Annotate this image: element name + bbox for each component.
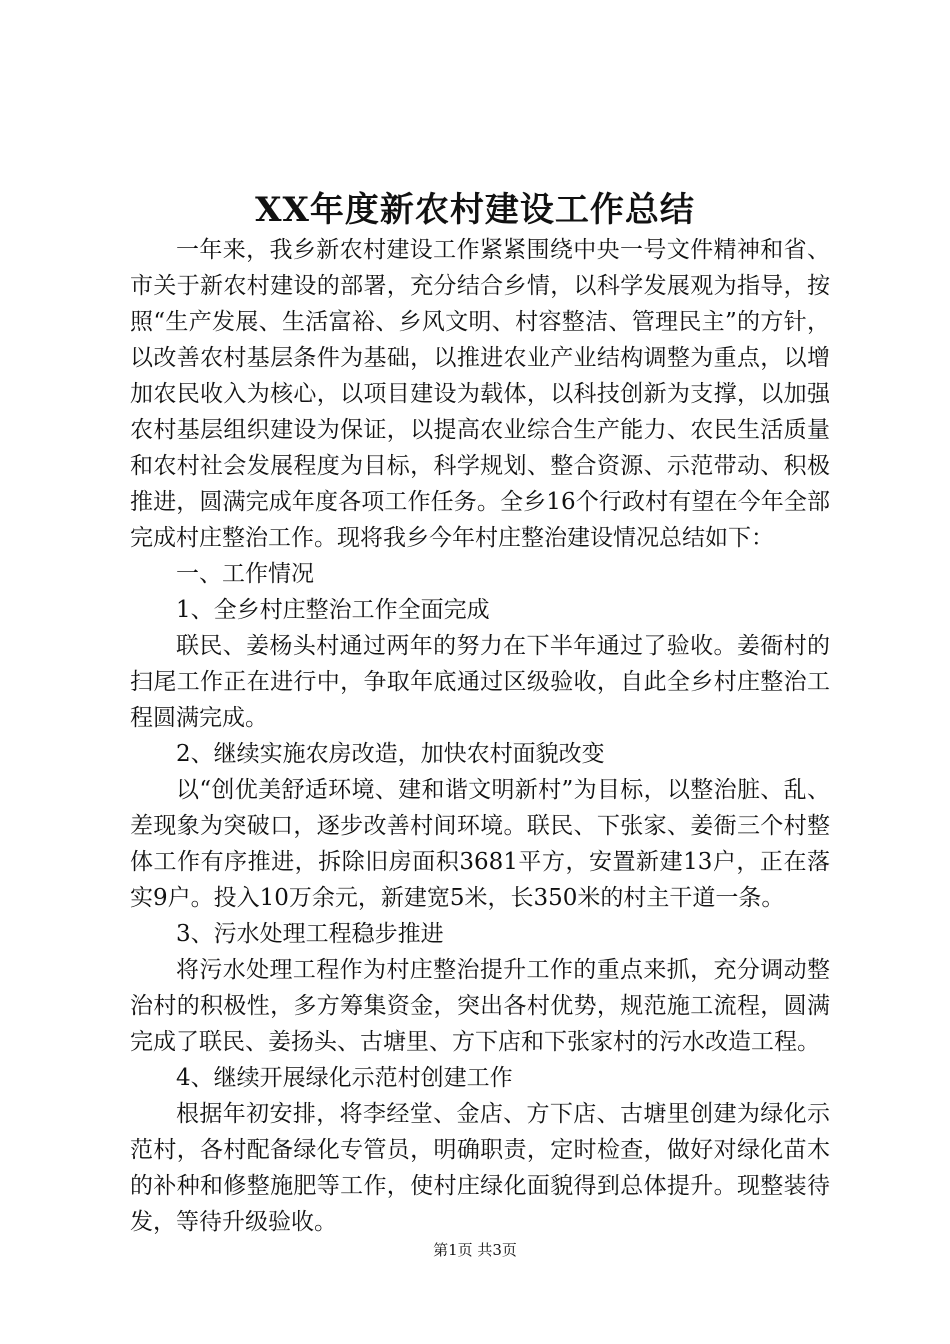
intro-paragraph: 一年来，我乡新农村建设工作紧紧围绕中央一号文件精神和省、市关于新农村建设的部署，充分结合乡情，以科学发展观为指导，按照“生产发展、生活富裕、乡风文明、村容整洁、管理民主”的方针，以改善农村基层条件为基础，以推进农业产业结构调整为重点，以增加农民收入为核心，以项目建设为载体，以科技创新为支撑，以加强农村基层组织建设为保证，以提高农业综合生产能力、农民生活质量和农村社会发展程度为目标，科学规划、整合资源、示范带动、积极推进，圆满完成年度各项工作任务。全乡16个行政村有望在今年全部完成村庄整治工作。现将我乡今年村庄整治建设情况总结如下：: [130, 237, 830, 551]
subsection-heading-4: 4、继续开展绿化示范村创建工作: [176, 1065, 513, 1091]
document-body: [130, 232, 830, 1240]
subsection-heading-1: 1、全乡村庄整治工作全面完成: [176, 597, 490, 623]
subsection-heading-2: 2、继续实施农房改造，加快农村面貌改变: [176, 741, 605, 767]
subsection-paragraph-3: 将污水处理工程作为村庄整治提升工作的重点来抓，充分调动整治村的积极性，多方筹集资金，突出各村优势，规范施工流程，圆满完成了联民、姜扬头、古塘里、方下店和下张家村的污水改造工程。: [130, 957, 830, 1055]
section-heading-work-status: 一、工作情况: [176, 561, 314, 587]
subsection-heading-3: 3、污水处理工程稳步推进: [176, 921, 444, 947]
subsection-paragraph-1: 联民、姜杨头村通过两年的努力在下半年通过了验收。姜衙村的扫尾工作正在进行中，争取年底通过区级验收，自此全乡村庄整治工程圆满完成。: [130, 633, 830, 731]
document-title: XX年度新农村建设工作总结: [255, 190, 695, 230]
subsection-paragraph-2: 以“创优美舒适环境、建和谐文明新村”为目标，以整治脏、乱、差现象为突破口，逐步改善村间环境。联民、下张家、姜衙三个村整体工作有序推进，拆除旧房面积3681平方，安置新建13户，正在落实9户。投入10万余元，新建宽5米，长350米的村主干道一条。: [130, 777, 830, 911]
page-footer: 第1页 共3页: [433, 1241, 517, 1259]
subsection-paragraph-4: 根据年初安排，将李经堂、金店、方下店、古塘里创建为绿化示范村，各村配备绿化专管员，明确职责，定时检查，做好对绿化苗木的补种和修整施肥等工作，使村庄绿化面貌得到总体提升。现整装待发，等待升级验收。: [130, 1101, 830, 1235]
